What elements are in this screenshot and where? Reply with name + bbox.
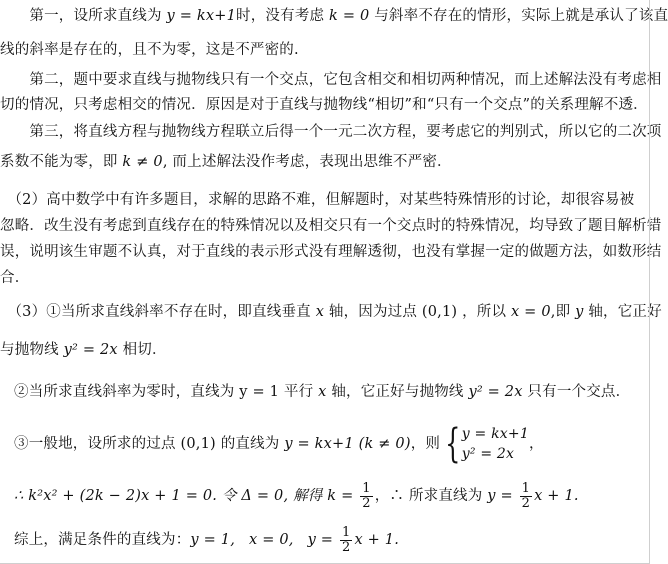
numerator: 1 [362, 480, 371, 496]
numerator: 1 [341, 524, 351, 540]
equation: y = kx+1 (k ≠ 0) [284, 436, 411, 452]
text: 系数不能为零，即 [0, 154, 123, 170]
equation: x [318, 384, 327, 400]
text: , 而上述解法没作考虑，表现出思维不严密． [162, 154, 452, 170]
equation: x + 1. [354, 532, 400, 548]
equation: y = 1, [190, 532, 236, 548]
brace-icon: { [445, 421, 461, 467]
paragraph-2-line-2: 切的情况，只考虑相交的情况．原因是对于直线与抛物线“相切”和“只有一个交点”的关系理解不透． [0, 97, 648, 113]
text: ， [528, 436, 544, 452]
text: 轴，因为过点 (0,1) ，所以 [324, 304, 511, 320]
paragraph-4-line-1: （2）高中数学中有许多题目，求解的思路不难，但解题时，对某些特殊情形的讨论，却很容易被 [0, 192, 635, 208]
text: ,即 [550, 304, 576, 320]
paragraph-3-line-1: 第三，将直线方程与抛物线方程联立后得一个一元二次方程，要考虑它的判别式，所以它的二次项 [0, 124, 662, 140]
denominator: 2 [362, 495, 371, 511]
text: 轴，它正好 [583, 304, 662, 320]
paragraph-4-line-2: 忽略．改生没有考虑到直线存在的特殊情况以及相交只有一个交点时的特殊情况，均导致了题目解析错 [0, 218, 662, 234]
text: 相切． [117, 342, 167, 358]
equation: y² = 2x [63, 342, 118, 358]
equation: x = 0, [249, 532, 294, 548]
equation: x + 1. [534, 488, 579, 504]
text: （3）①当所求直线斜率不存在时，即直线垂直 [0, 304, 316, 320]
equation: k ≠ 0 [122, 154, 163, 170]
text: 与斜率不存在的情形，实际上就是承认了该直 [369, 8, 668, 24]
paragraph-2-line-1: 第二，题中要求直线与抛物线只有一个交点，它包含相交和相切两种情况，而上述解法没有考虑相 [0, 72, 662, 88]
text: ，则 [410, 436, 441, 452]
text: 第一，设所求直线为 [0, 8, 167, 24]
equation: y [575, 304, 584, 320]
equation: x [315, 304, 325, 320]
equation: y = [307, 532, 338, 548]
text: 轴，它正好与抛物线 [326, 384, 469, 400]
equation: y² = 2x [461, 446, 515, 462]
equation: x = 0 [511, 304, 551, 320]
text: 与抛物线 [0, 342, 64, 358]
text: ②当所求直线斜率为零时，直线为 y = 1 平行 [14, 384, 319, 400]
equation: ∴ k²x² + (2k − 2)x + 1 = 0. 令 Δ = 0, 解得 k = [14, 488, 359, 504]
text: ③一般地，设所求的过点 (0,1) 的直线为 [14, 436, 285, 452]
equation: y = kx+1 [166, 8, 237, 24]
paragraph-4-line-3: 误，说明该生审题不认真，对于直线的表示形式没有理解透彻，也没有掌握一定的做题方法，如数形结 [0, 244, 662, 260]
equation: k = 0 [329, 8, 370, 24]
equation: y² = 2x [468, 384, 523, 400]
text: 时，没有考虑 [236, 8, 330, 24]
numerator: 1 [521, 480, 531, 496]
denominator: 2 [521, 495, 531, 511]
equation: y = [487, 488, 518, 504]
paragraph-4-line-4: 合． [0, 270, 30, 286]
text: 只有一个交点． [522, 384, 631, 400]
equation: y = kx+1 [461, 426, 529, 442]
text: ，∴ 所求直线为 [374, 488, 488, 504]
text: 综上，满足条件的直线为： [14, 532, 191, 548]
denominator: 2 [341, 539, 351, 555]
paragraph-1-line-2: 线的斜率是存在的，且不为零，这是不严密的. [0, 42, 299, 58]
